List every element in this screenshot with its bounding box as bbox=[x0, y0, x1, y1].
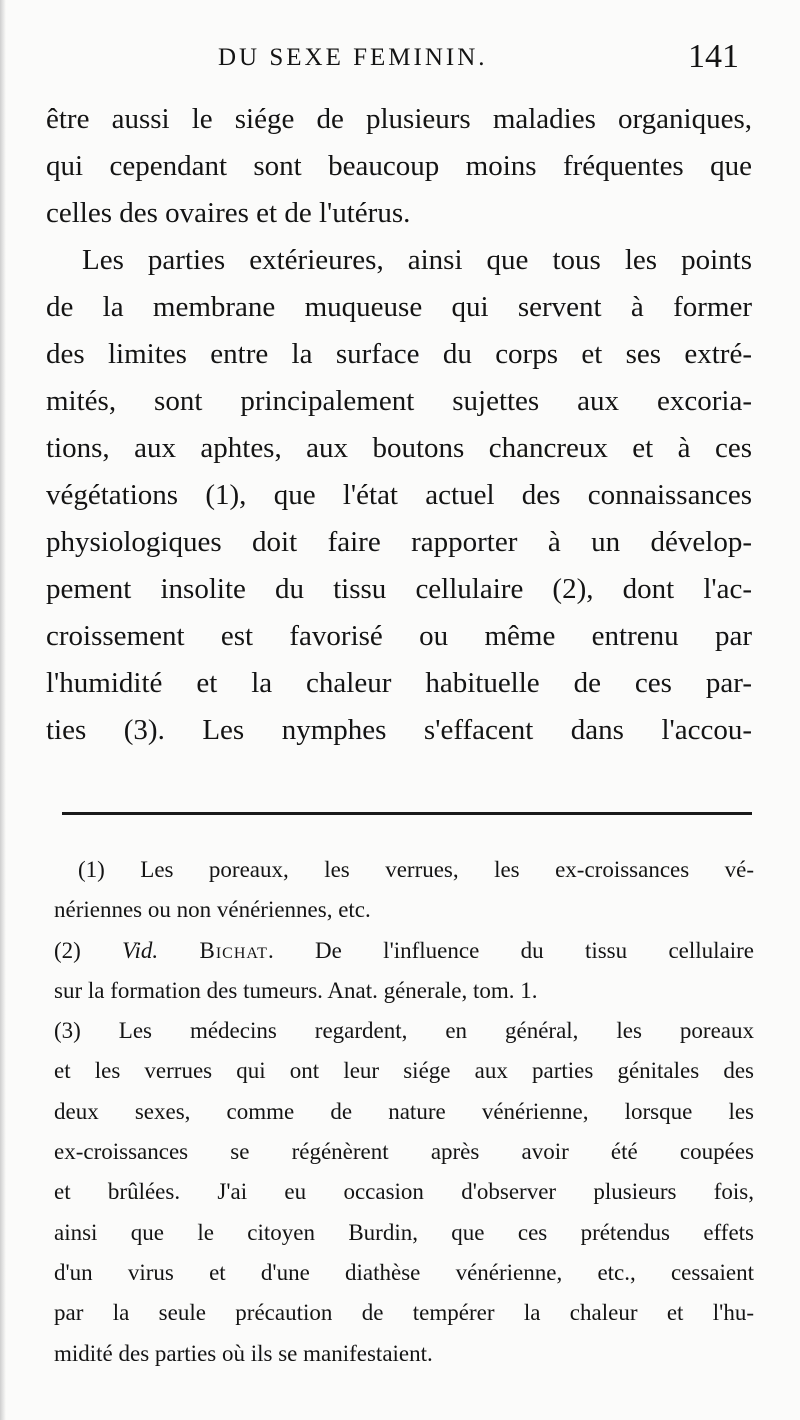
footnote-1-line: (1) Les poreaux, les verrues, les ex-croissances vé- bbox=[78, 857, 754, 882]
footnote-3-line: ex-croissances se régénèrent après avoir été coupées bbox=[54, 1139, 754, 1165]
running-title: DU SEXE FEMININ. bbox=[218, 44, 488, 71]
footnote-2-author: Bichat bbox=[199, 937, 268, 963]
footnote-3-line: (3) Les médecins regardent, en général, les poreaux bbox=[54, 1018, 754, 1044]
body-line: être aussi le siége de plusieurs maladies organiques, bbox=[46, 103, 752, 135]
running-head bbox=[0, 38, 800, 88]
page-number: 141 bbox=[688, 38, 739, 75]
footnote-3-line: par la seule précaution de tempérer la chaleur et l'hu- bbox=[54, 1300, 754, 1326]
body-line: des limites entre la surface du corps et ses extré- bbox=[46, 338, 752, 370]
footnote-3-line: deux sexes, comme de nature vénérienne, lorsque les bbox=[54, 1098, 754, 1124]
footnotes bbox=[54, 850, 754, 1374]
body-line: l'humidité et la chaleur habituelle de ces par- bbox=[46, 667, 752, 699]
footnote-2-text: . De l'influence du tissu cellulaire bbox=[267, 937, 754, 963]
body-line: de la membrane muqueuse qui servent à former bbox=[46, 291, 752, 323]
footnote-3-line: midité des parties où ils se manifestaient. bbox=[54, 1340, 433, 1366]
body-line: pement insolite du tissu cellulaire (2), dont l'ac- bbox=[46, 573, 752, 605]
body-line: Les parties extérieures, ainsi que tous les points bbox=[82, 244, 752, 276]
page-edge-shadow bbox=[0, 0, 6, 1420]
footnote-3-line: ainsi que le citoyen Burdin, que ces prétendus effets bbox=[54, 1219, 754, 1245]
footnote-3-line: d'un virus et d'une diathèse vénérienne, etc., cessaient bbox=[54, 1259, 754, 1285]
footnote-1-line: nériennes ou non vénériennes, etc. bbox=[54, 897, 371, 923]
body-text bbox=[46, 96, 752, 754]
body-line: physiologiques doit faire rapporter à un dévelop- bbox=[46, 526, 752, 558]
footnote-2-marker: (2) bbox=[54, 937, 81, 963]
body-line: celles des ovaires et de l'utérus. bbox=[46, 197, 411, 229]
footnote-3-line: et brûlées. J'ai eu occasion d'observer plusieurs fois, bbox=[54, 1179, 754, 1205]
body-line: ties (3). Les nymphes s'effacent dans l'accou- bbox=[46, 714, 752, 746]
body-line: qui cependant sont beaucoup moins fréquentes que bbox=[46, 150, 752, 182]
footnote-2-line: sur la formation des tumeurs. Anat. génerale, tom. 1. bbox=[54, 977, 538, 1003]
body-line: croissement est favorisé ou même entrenu par bbox=[46, 620, 752, 652]
footnote-3-line: et les verrues qui ont leur siége aux parties génitales des bbox=[54, 1058, 754, 1084]
body-line: végétations (1), que l'état actuel des connaissances bbox=[46, 479, 752, 511]
body-line: mités, sont principalement sujettes aux excoria- bbox=[46, 385, 752, 417]
footnote-2-vid: Vid. bbox=[122, 937, 159, 963]
body-line: tions, aux aphtes, aux boutons chancreux et à ces bbox=[46, 432, 752, 464]
footnote-rule bbox=[62, 812, 752, 815]
footnote-2-line bbox=[54, 931, 754, 971]
